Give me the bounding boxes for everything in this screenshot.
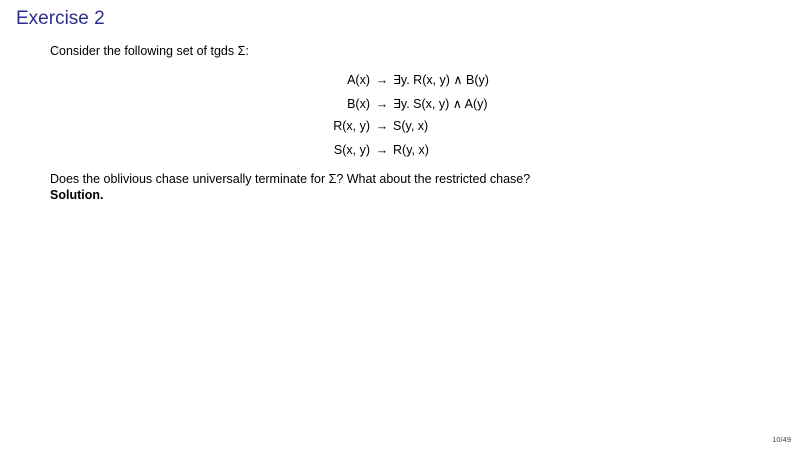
question-text: Does the oblivious chase universally terminate for Σ? What about the restricted chase? xyxy=(50,172,531,186)
rule-lhs: B(x) xyxy=(347,96,370,111)
rule-1 xyxy=(300,72,600,96)
rule-3 xyxy=(300,119,600,143)
rule-2 xyxy=(300,96,600,120)
rule-rhs: R(y, x) xyxy=(393,142,429,157)
rule-lhs: S(x, y) xyxy=(333,142,370,157)
rule-rhs: ∃y. R(x, y) ∧ B(y) xyxy=(393,73,489,87)
implies-arrow: → xyxy=(375,96,389,111)
implies-arrow: → xyxy=(375,73,389,87)
rule-rhs: S(y, x) xyxy=(393,119,429,133)
page-number: 10/49 xyxy=(772,435,791,444)
rule-rhs: ∃y. S(x, y) ∧ A(y) xyxy=(393,96,488,111)
rule-lhs: R(x, y) xyxy=(333,119,370,133)
solution-label: Solution. xyxy=(50,188,104,202)
rule-4 xyxy=(300,143,600,167)
intro-text: Consider the following set of tgds Σ: xyxy=(50,44,249,58)
implies-arrow: → xyxy=(375,142,389,157)
implies-arrow: → xyxy=(375,119,389,133)
slide-title: Exercise 2 xyxy=(16,8,105,29)
tgd-rules xyxy=(300,72,600,166)
rule-lhs: A(x) xyxy=(347,73,370,87)
